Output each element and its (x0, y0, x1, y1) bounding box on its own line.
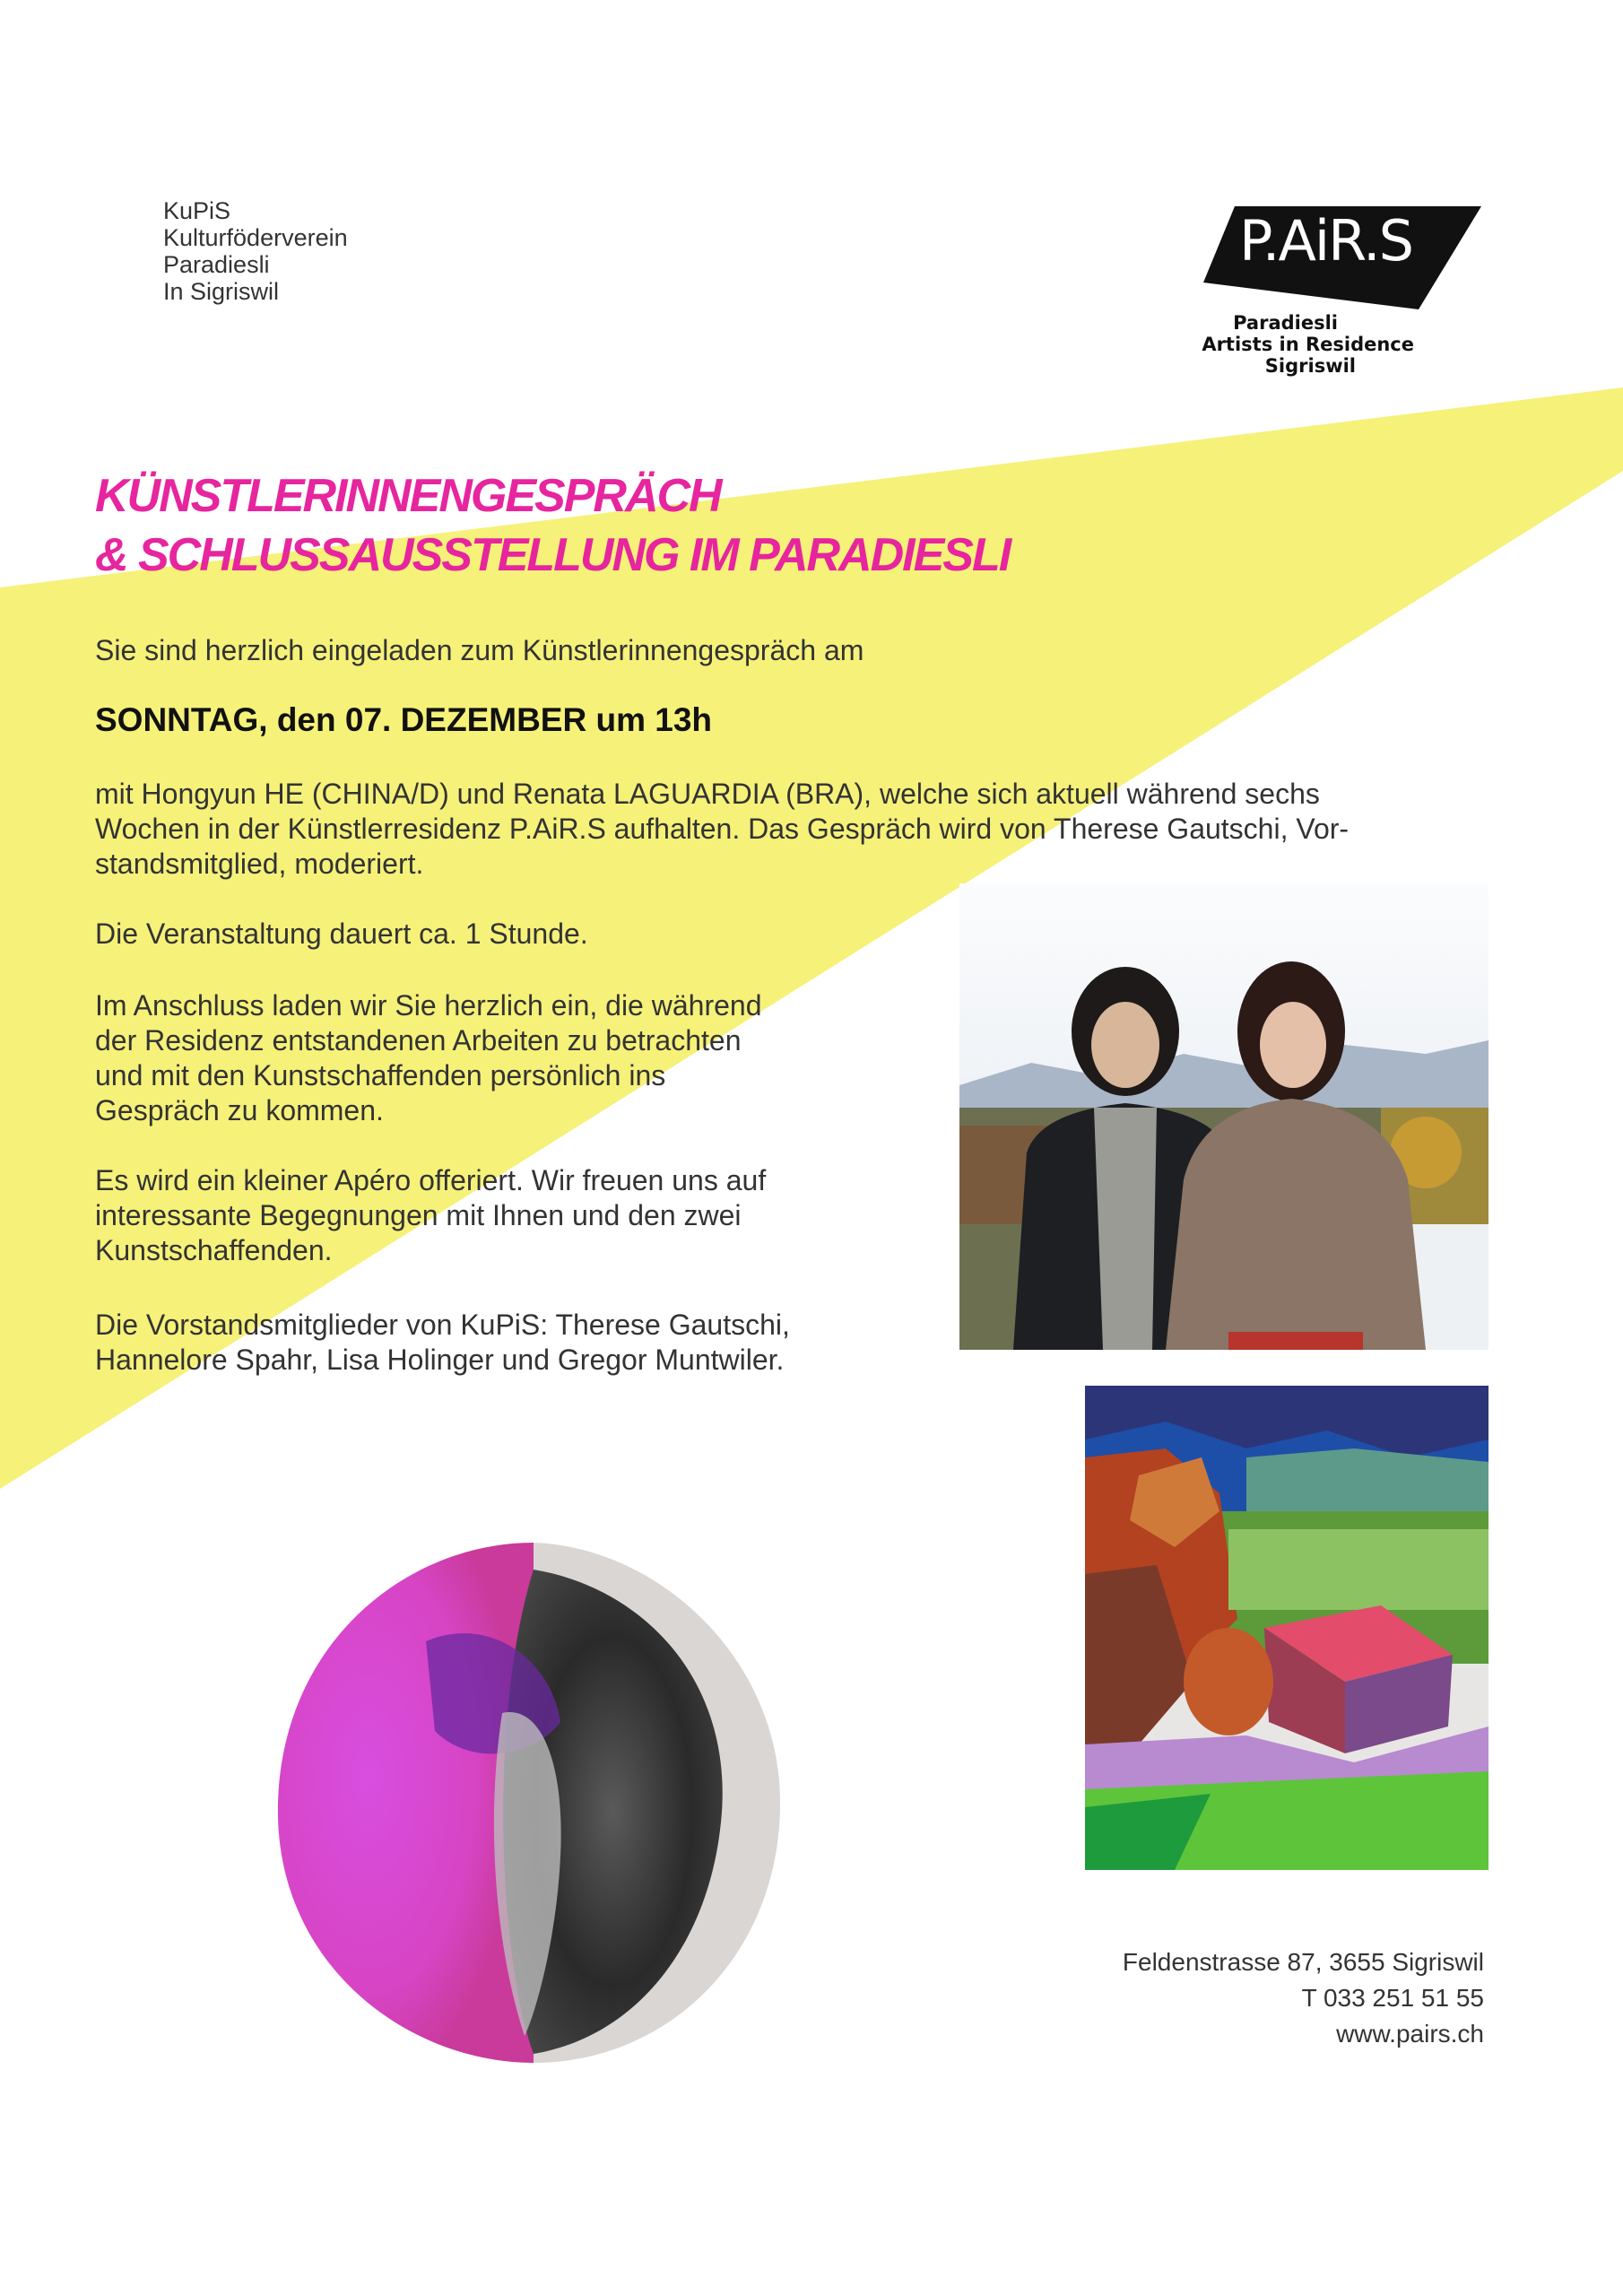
pairs-logo (1150, 197, 1490, 377)
pairs-logo-line: Sigriswil (1264, 355, 1356, 377)
paragraph-line: mit Hongyun HE (CHINA/D) und Renata LAGUARDIA (BRA), welche sich aktuell während sechs (95, 778, 1320, 810)
paragraph-line: interessante Begegnungen mit Ihnen und den zwei (95, 1199, 742, 1231)
headline-line-1: KÜNSTLERINNENGESPRÄCH (95, 470, 721, 522)
kupis-line: KuPiS (163, 197, 231, 224)
address-phone: T 033 251 51 55 (1301, 1984, 1484, 2012)
paragraph-apero (95, 1163, 766, 1268)
paragraph-line: Kunstschaffenden. (95, 1234, 333, 1266)
pairs-logo-text: P.AiR.S (1239, 208, 1413, 274)
paragraph-line: standsmitglied, moderiert. (95, 848, 424, 880)
kupis-line: Paradiesli (163, 251, 270, 278)
paragraph-artists (95, 777, 1349, 882)
paragraph-exhibition (95, 988, 761, 1128)
event-headline (95, 466, 1010, 585)
paragraph-line: Im Anschluss laden wir Sie herzlich ein, die während (95, 989, 762, 1022)
landscape-painting (1085, 1386, 1488, 1870)
pairs-logo-line: Artists in Residence (1202, 334, 1414, 355)
kupis-line: In Sigriswil (163, 278, 280, 305)
paragraph-line: Die Vorstandsmitglieder von KuPiS: Therese Gautschi, (95, 1309, 790, 1341)
paragraph-line: der Residenz entstandenen Arbeiten zu betrachten (95, 1024, 742, 1057)
paragraph-line: Gespräch zu kommen. (95, 1094, 384, 1126)
intro-text: Sie sind herzlich eingeladen zum Künstlerinnengespräch am (95, 634, 864, 666)
address-street: Feldenstrasse 87, 3655 Sigriswil (1122, 1948, 1484, 1976)
pairs-logo-line: Paradiesli (1233, 312, 1338, 334)
address-website: www.pairs.ch (1336, 2020, 1484, 2048)
paragraph-board (95, 1308, 790, 1378)
paragraph-line: Hannelore Spahr, Lisa Holinger und Gregor Muntwiler. (95, 1344, 785, 1376)
paragraph-line: Es wird ein kleiner Apéro offeriert. Wir freuen uns auf (95, 1164, 767, 1196)
event-date: SONNTAG, den 07. DEZEMBER um 13h (95, 701, 713, 738)
address-block (1123, 1944, 1484, 2052)
paragraph-line: Wochen in der Künstlerresidenz P.AiR.S aufhalten. Das Gespräch wird von Therese Gautschi, Vor- (95, 813, 1350, 845)
headline-line-2: & SCHLUSSAUSSTELLUNG IM PARADIESLI (95, 529, 1011, 581)
paragraph-line: und mit den Kunstschaffenden persönlich ins (95, 1059, 666, 1091)
paragraph-duration: Die Veranstaltung dauert ca. 1 Stunde. (95, 918, 588, 950)
kupis-line: Kulturföderverein (163, 224, 348, 251)
artists-photo (959, 883, 1488, 1350)
ink-artwork (265, 1534, 794, 2072)
kupis-sender-block (163, 197, 348, 305)
